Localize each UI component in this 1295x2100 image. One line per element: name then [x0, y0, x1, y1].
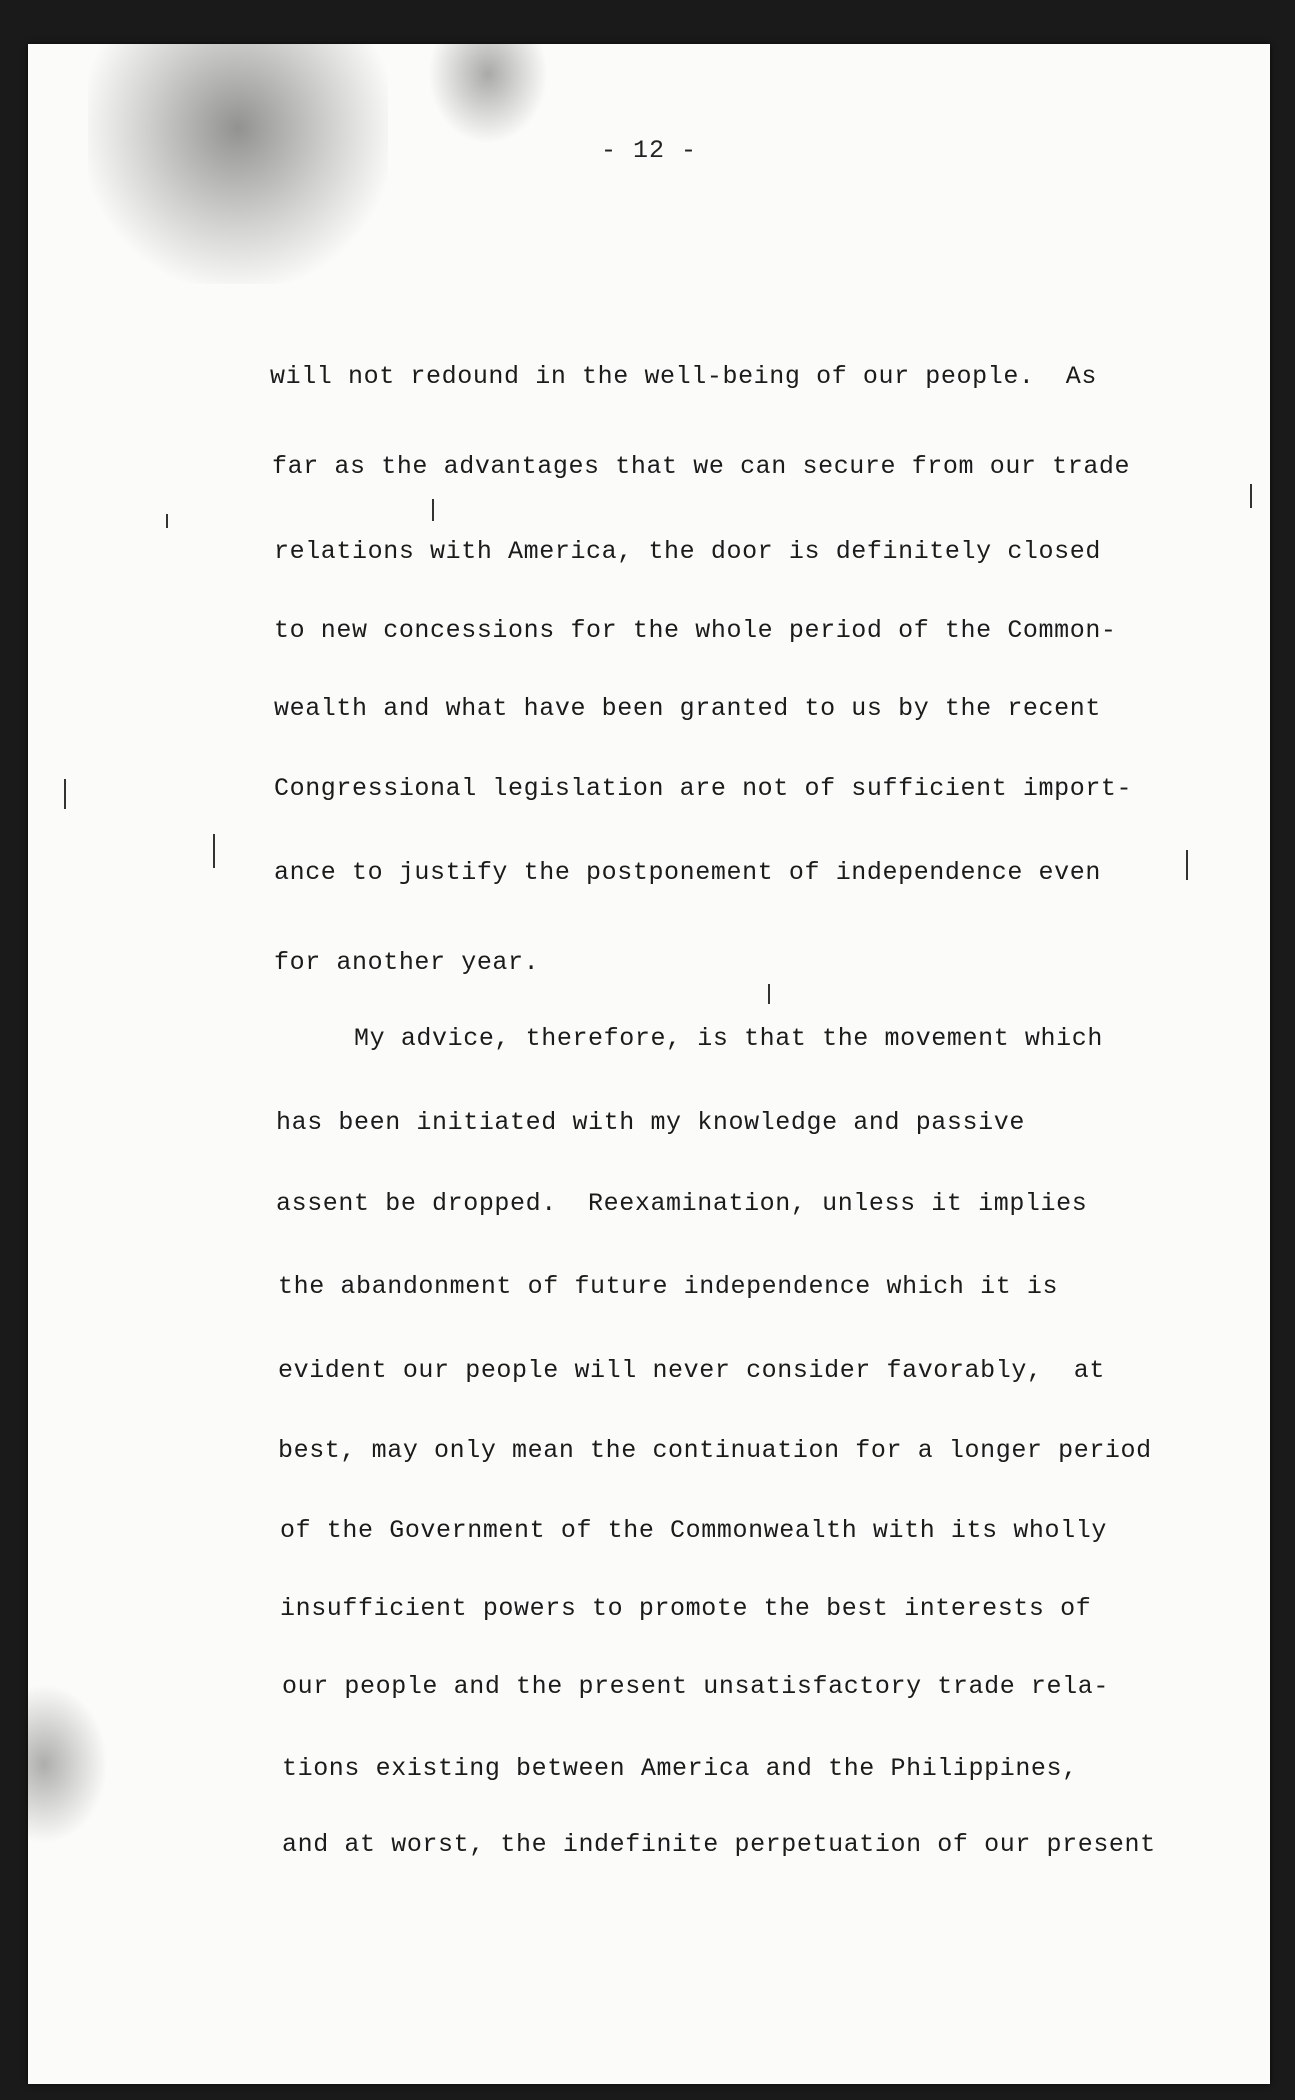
typed-page: [28, 44, 1270, 2084]
text-line: wealth and what have been granted to us by the recent: [274, 694, 1101, 723]
text-line: assent be dropped. Reexamination, unless it implies: [276, 1189, 1088, 1218]
text-line: relations with America, the door is definitely closed: [274, 537, 1101, 566]
text-line: evident our people will never consider favorably, at: [278, 1356, 1105, 1385]
text-line: will not redound in the well-being of our people. As: [270, 362, 1097, 391]
text-line: ance to justify the postponement of independence even: [274, 858, 1101, 887]
ink-smudge: [28, 1684, 108, 1844]
stray-mark: [1250, 484, 1252, 508]
text-line: tions existing between America and the Philippines,: [282, 1754, 1078, 1783]
stray-mark: [166, 514, 168, 528]
text-line: best, may only mean the continuation for a longer period: [278, 1436, 1152, 1465]
text-line: has been initiated with my knowledge and passive: [276, 1108, 1025, 1137]
text-line: insufficient powers to promote the best interests of: [280, 1594, 1092, 1623]
text-line: Congressional legislation are not of sufficient import-: [274, 774, 1133, 803]
page-number: - 12 -: [600, 136, 697, 165]
stray-mark: [768, 984, 770, 1004]
text-line: the abandonment of future independence which it is: [278, 1272, 1059, 1301]
stray-mark: [1186, 850, 1188, 880]
text-line: far as the advantages that we can secure from our trade: [272, 452, 1131, 481]
stray-mark: [213, 834, 215, 868]
text-line: our people and the present unsatisfactory trade rela-: [282, 1672, 1109, 1701]
text-line: for another year.: [274, 948, 540, 977]
stray-mark: [64, 779, 66, 809]
text-line: and at worst, the indefinite perpetuation of our present: [282, 1830, 1156, 1859]
text-line: of the Government of the Commonwealth with its wholly: [280, 1516, 1107, 1545]
text-line: to new concessions for the whole period of the Common-: [274, 616, 1117, 645]
stray-mark: [432, 499, 434, 521]
text-line: My advice, therefore, is that the movement which: [276, 1024, 1103, 1053]
ink-smudge: [428, 44, 548, 144]
